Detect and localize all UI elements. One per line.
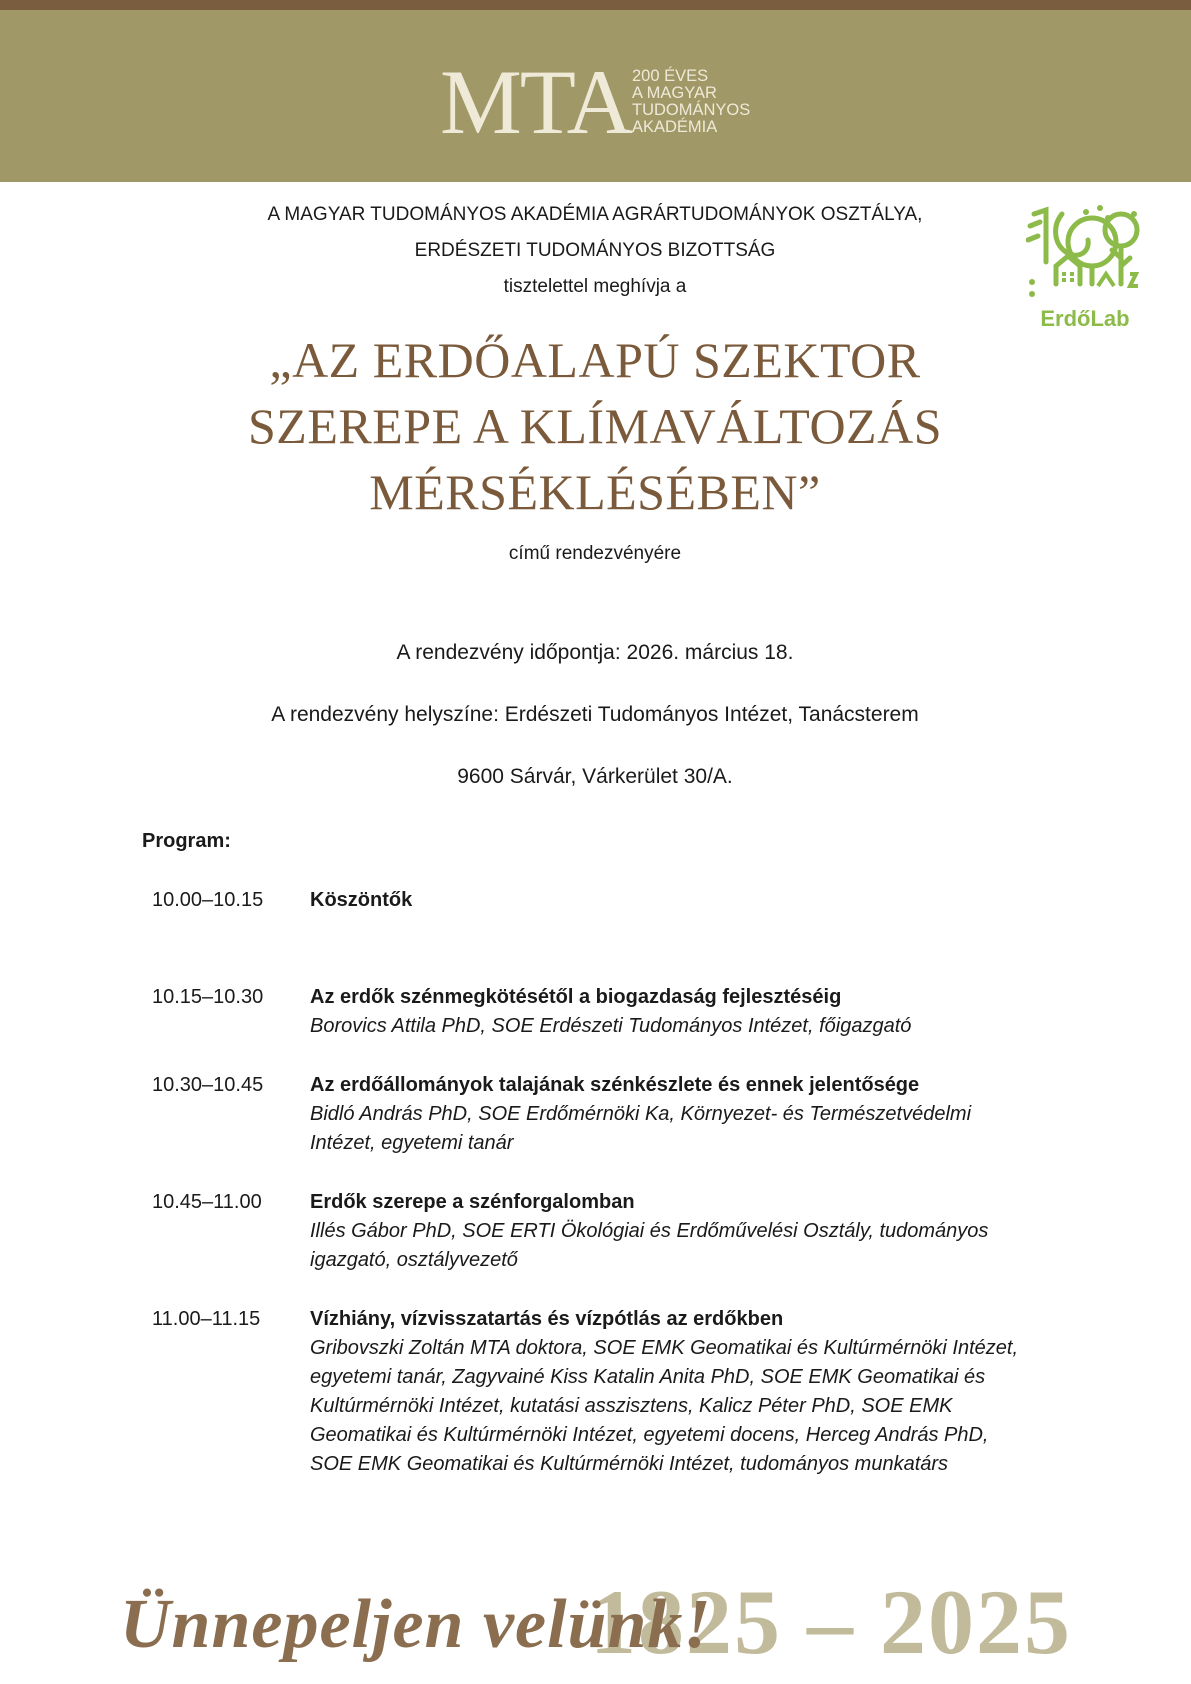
footer-slogan: Ünnepeljen velünk!: [120, 1586, 712, 1663]
mta-logo-subtitle-line: 200 ÉVES: [632, 67, 709, 85]
top-accent-line: [0, 0, 1191, 10]
mta-logo-wordmark: MTA: [440, 51, 632, 153]
program-item-speakers: Borovics Attila PhD, SOE Erdészeti Tudományos Intézet, főigazgató: [310, 1015, 912, 1037]
footer-banner: [0, 1560, 1191, 1684]
footer-years: 1825 – 2025: [590, 1571, 1072, 1673]
program-item-time: 10.00–10.15: [152, 889, 264, 911]
program-item-title: Erdők szerepe a szénforgalomban: [310, 1191, 635, 1213]
mta-logo-subtitle: [632, 68, 792, 136]
event-title-line-2: SZEREPE A KLÍMAVÁLTOZÁS: [247, 398, 943, 454]
program-item-title: Vízhiány, vízvisszatartás és vízpótlás az erdőkben: [310, 1308, 784, 1330]
invitation-line: tisztelettel meghívja a: [503, 276, 687, 297]
program-item-title: Köszöntők: [310, 889, 413, 911]
event-title-line-1: „AZ ERDŐALAPÚ SZEKTOR: [269, 332, 921, 388]
mta-logo: [440, 52, 780, 152]
erdolab-emblem-icon: [1026, 204, 1144, 304]
event-address: 9600 Sárvár, Várkerület 30/A.: [457, 765, 733, 788]
program-item-time: 10.45–11.00: [152, 1191, 262, 1213]
mta-logo-subtitle-line: TUDOMÁNYOS: [632, 101, 751, 119]
program-heading: Program:: [142, 830, 231, 852]
program-item-speakers: Illés Gábor PhD, SOE ERTI Ökológiai és Erdőművelési Osztály, tudományos igazgató, osztályvezető: [310, 1220, 989, 1271]
erdolab-logo-text: ErdőLab: [1040, 306, 1130, 331]
organizer-line-2: ERDÉSZETI TUDOMÁNYOS BIZOTTSÁG: [414, 240, 776, 261]
event-title-line-3: MÉRSÉKLÉSÉBEN”: [369, 464, 821, 520]
organizer-line-1: A MAGYAR TUDOMÁNYOS AKADÉMIA AGRÁRTUDOMÁNYOK OSZTÁLYA,: [267, 204, 923, 225]
program-item-title: Az erdők szénmegkötésétől a biogazdaság fejlesztéséig: [310, 986, 842, 1008]
header-banner: [0, 10, 1191, 182]
erdolab-logo: [1026, 204, 1144, 334]
program-item-title: Az erdőállományok talajának szénkészlete és ennek jelentősége: [310, 1074, 920, 1096]
program-item-speakers: Bidló András PhD, SOE Erdőmérnöki Ka, Környezet- és Természetvédelmi Intézet, egyetemi tanár: [310, 1103, 972, 1154]
event-date: A rendezvény időpontja: 2026. március 18.: [396, 641, 794, 664]
program-item-speakers: Gribovszki Zoltán MTA doktora, SOE EMK Geomatikai és Kultúrmérnöki Intézet, egyetemi tanár, Zagyvainé Kiss Katalin Anita PhD, SOE EMK Geomatikai és Kultúrmérnöki Intézet, kutatási asszisztens, Kalicz Péter PhD, SOE EMK Geomatikai és Kultúrmérnöki Intézet, egyetemi docens, Herceg András PhD, SOE EMK Geomatikai és Kultúrmérnöki Intézet, tudományos munkatárs: [310, 1337, 1019, 1475]
event-subtitle: című rendezvényére: [508, 543, 682, 564]
program-item-time: 10.15–10.30: [152, 986, 264, 1008]
mta-logo-subtitle-line: A MAGYAR: [632, 84, 717, 102]
mta-logo-subtitle-line: AKADÉMIA: [632, 118, 718, 136]
program-item-time: 11.00–11.15: [152, 1308, 261, 1330]
program-item-time: 10.30–10.45: [152, 1074, 264, 1096]
event-venue: A rendezvény helyszíne: Erdészeti Tudományos Intézet, Tanácsterem: [271, 703, 919, 726]
